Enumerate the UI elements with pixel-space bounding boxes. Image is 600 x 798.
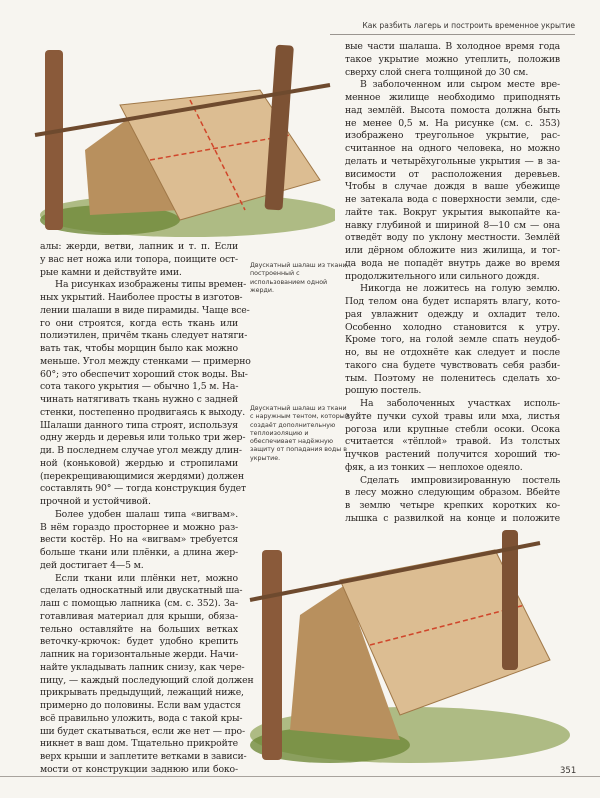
text-line: прочной и устойчивой. [40,496,151,507]
page-number: 351 [560,766,577,776]
text-line: мости от конструкции заднюю или боко- [40,763,238,775]
text-line: не менее 0,5 м. На рисунке (см. с. 353) [345,117,560,129]
text-line: изображено треугольное укрытие, рас- [345,130,560,142]
text-line: у вас нет ножа или топора, поищите ост- [40,253,238,265]
paragraph [345,398,560,475]
text-line: рогоза или крупные стебли осоки. Осока [345,423,560,435]
text-line: Особенно холодно становится к утру. [345,321,560,333]
text-line: вать так, чтобы морщин было как можно [40,343,238,354]
text-line: прикрывать предыдущий, лежащий ниже, [40,687,244,699]
text-line: чинать натягивать ткань нужно с задней [40,394,238,405]
text-line: ди. В последнем случае угол между длин- [40,445,242,456]
text-line: Кроме того, на голой земле спать неудоб- [345,334,560,346]
text-line: 60°; это обеспечит хороший сток воды. Вы- [40,368,248,380]
text-line: алы: жерди, ветви, лапник и т. п. Если [40,241,238,252]
text-line: пицу, — каждый последующий слой должен [40,674,254,686]
text-line: считается «тёплой» травой. Из толстых [345,436,560,448]
text-line: лышка с развилкой на конце и положите [345,512,560,524]
text-line: рошую постель. [345,385,422,397]
text-line: Сделать импровизированную постель [360,474,560,486]
illustration-tent-with-fly [240,525,570,765]
text-line: меньше. Угол между стенками — примерно [40,355,251,367]
text-line: менное жилище необходимо приподнять [345,92,560,103]
text-line: найте укладывать лапник снизу, как чере- [40,661,245,673]
text-column-right [345,41,560,526]
text-column-left [40,241,254,777]
text-line: сверху слой снега толщиной до 30 см. [345,66,529,78]
text-line: стенки, постепенно продвигаясь к выходу. [40,406,246,418]
text-line: такого сна будете чувствовать себя разби- [345,359,560,371]
text-line: дей достигает 4—5 м. [40,559,144,571]
text-line: пучков растений получится хороший тю- [345,449,560,460]
text-line: В заболоченном или сыром месте вре- [360,79,560,91]
text-line: примерно до половины. Если вам удастся [40,700,241,711]
text-line: В нём гораздо просторнее и можно раз- [40,521,238,533]
text-line: ной (коньковой) жердью и стропилами [40,457,238,469]
text-line: Под телом она будет испарять влагу, кото- [345,296,560,307]
text-line: фяк, а из тонких — неплохое одеяло. [345,461,523,473]
text-line: полиэтилен, причём ткань следует натяги- [40,330,248,342]
text-line: лении шалаши в виде пирамиды. Чаще все- [40,304,250,316]
paragraph [40,509,238,573]
text-line: в лесу можно следующим образом. Вбейте [345,487,560,499]
text-line: не затекала вода с поверхности земли, сде- [345,194,560,205]
text-line: над землёй. Высота помоста должна быть [345,104,560,116]
text-line: рая увлажнит одежду и охладит тело. [345,308,560,320]
text-line: продолжительного или сильного дождя. [345,270,540,282]
caption-top: Двускатный шалаш из ткани, построенный с использованием одной жерди. [250,262,349,294]
text-line: Чтобы в случае дождя в ваше убежище [345,181,560,193]
text-line: составлять 90° — тогда конструкция будет [40,483,246,495]
text-line: больше ткани или плёнки, а длина жер- [40,547,238,558]
paragraph [345,79,560,283]
text-line: На рисунках изображены типы времен- [55,279,247,291]
paragraph [40,241,238,279]
text-line: лапник на горизонтальные жерди. Начи- [40,649,239,660]
text-line: тельно оставляйте на больших ветках [40,623,238,635]
footer-rule [0,776,600,777]
text-line: На заболоченных участках исполь- [360,398,560,409]
illustration-single-pole-shelter [30,40,335,240]
paragraph [345,283,560,398]
text-line: лаш с помощью лапника (см. с. 352). За- [40,598,238,609]
text-line: в землю четыре крепких коротких ко- [345,500,560,511]
text-line: ши будет скатываться, если же нет — про- [40,725,245,737]
text-line: зуйте пучки сухой травы или мха, листья [345,410,560,422]
text-line: го они строятся, когда есть ткань или [40,317,238,329]
text-line: считанное на одного человека, но можно [345,143,560,154]
paragraph [40,572,254,777]
text-line: сота такого укрытия — обычно 1,5 м. На- [40,381,239,393]
text-line: или дёрном обложите низ жилища, и тог- [345,245,560,256]
text-line: делать и четырёхугольные укрытия — в за- [345,155,560,167]
caption-middle: Двускатный шалаш из ткани с наружным тентом, который создаёт дополнительную теплоизоляцию и обеспечивает надёжную защиту от попадания воды в укрытие. [250,405,349,462]
text-line: ных укрытий. Наиболее просты в изготов- [40,292,243,303]
paragraph [40,279,251,509]
text-line: готавливая материал для крыши, обяза- [40,610,238,622]
text-line: верх крыши и заплетите ветками в зависи- [40,751,247,762]
text-line: такое укрытие можно утеплить, положив [345,53,560,65]
text-line: веточку-крючок: будет удобно крепить [40,636,238,648]
text-line: навку глубиной и шириной 8—10 см — она [345,219,560,231]
running-header: Как разбить лагерь и построить временное укрытие [330,20,575,35]
text-line: рые камни и действуйте ими. [40,266,182,278]
text-line: одну жердь и деревья или только три жер- [40,432,246,444]
text-line: но, вы не отдохнёте как следует и после [345,347,560,358]
text-line: сделать односкатный или двускатный ша- [40,585,243,597]
text-line: висимости от расположения деревьев. [345,168,560,180]
text-line: (перекрещивающимися жердями) должен [40,470,244,482]
text-line: Никогда не ложитесь на голую землю. [360,283,560,295]
text-line: никнет в ваш дом. Тщательно прикройте [40,738,238,750]
text-line: вые части шалаша. В холодное время года [345,41,560,52]
text-line: да вода не попадёт внутрь даже во время [345,257,560,269]
tree-trunk-left [45,50,63,230]
text-line: всё правильно уложить, вода с такой кры- [40,712,243,724]
text-line: отведёт воду по уклону местности. Землёй [345,232,560,244]
paragraph [345,41,560,79]
text-line: Более удобен шалаш типа «вигвам». [55,508,238,520]
tree-trunk-left [262,550,282,760]
text-line: Шалаши данного типа строят, используя [40,419,238,431]
text-line: Если ткани или плёнки нет, можно [55,572,238,584]
text-line: лайте так. Вокруг укрытия выкопайте ка- [345,206,560,218]
text-line: вести костёр. Но на «вигвам» требуется [40,534,238,546]
paragraph [345,475,560,526]
text-line: тым. Поэтому не поленитесь сделать хо- [345,372,560,384]
